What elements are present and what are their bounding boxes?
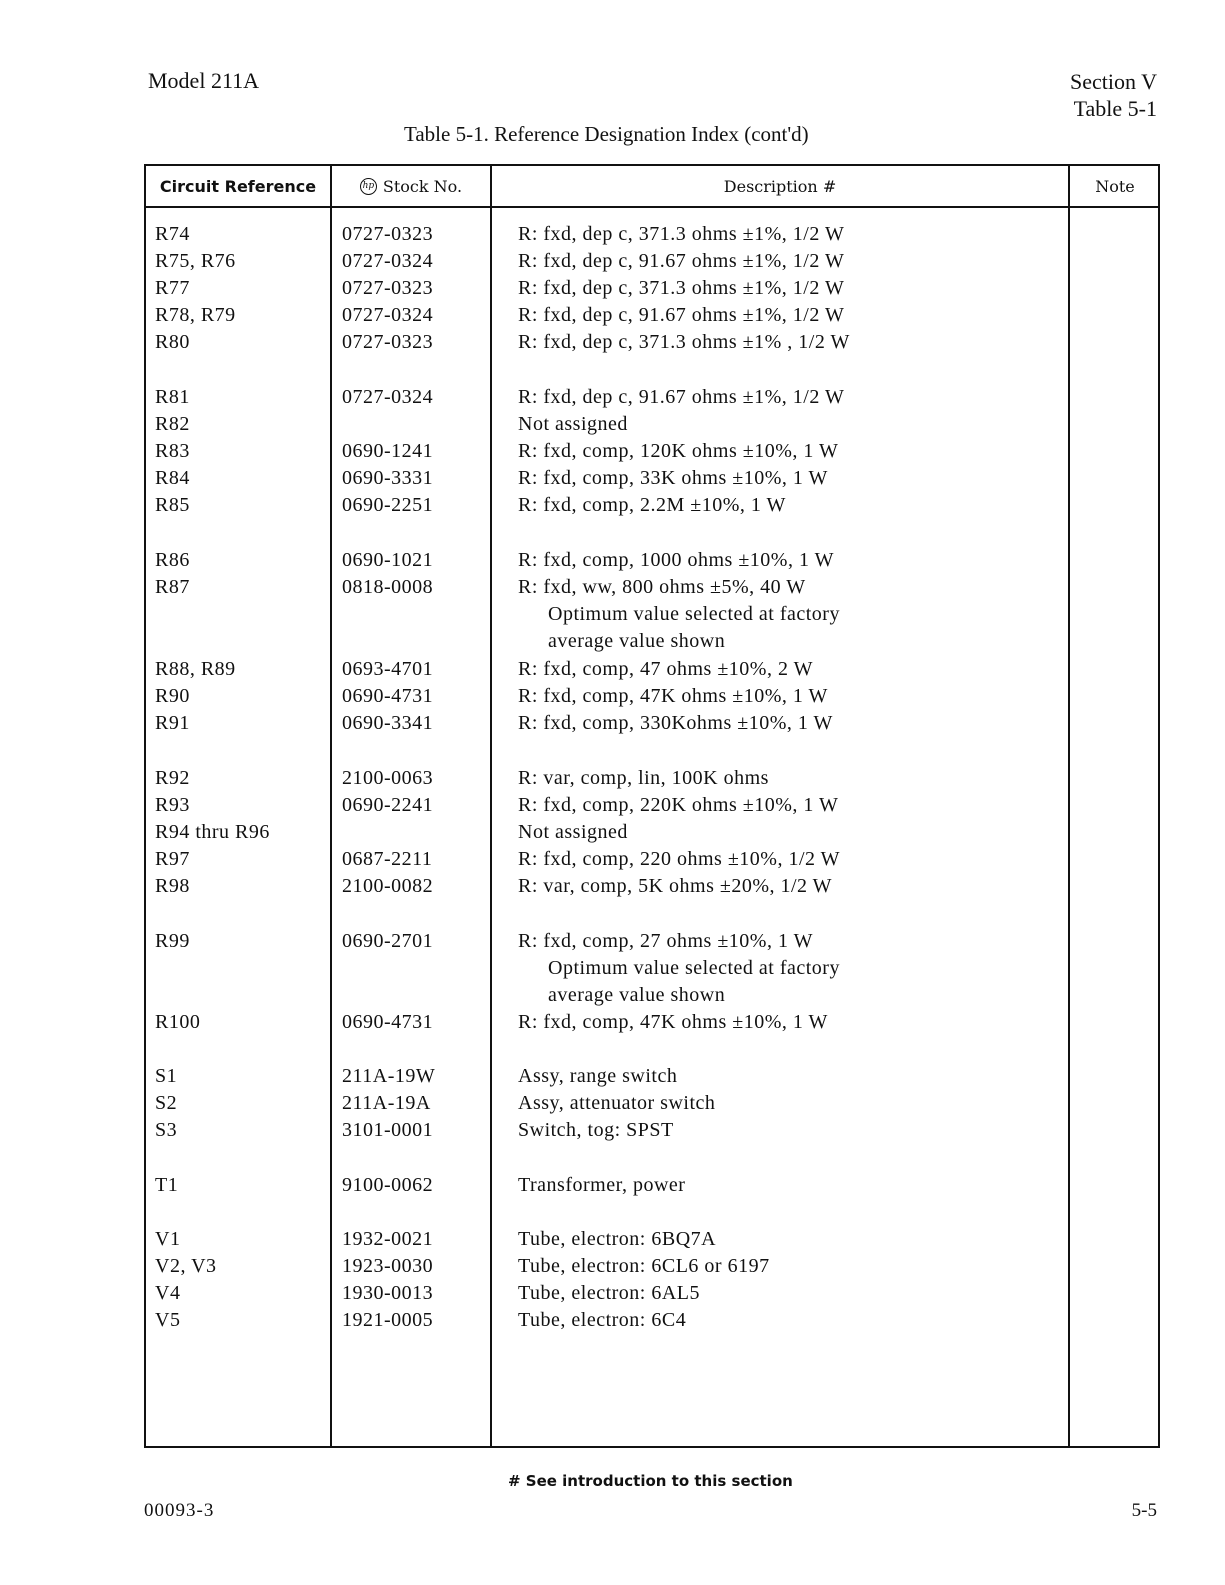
stock-number-cell: 3101-0001 xyxy=(342,1119,434,1141)
table-row xyxy=(146,603,1158,630)
description-cell: R: fxd, comp, 220 ohms ±10%, 1/2 W xyxy=(518,848,841,870)
circuit-reference-cell: S2 xyxy=(155,1092,178,1114)
circuit-reference-cell: V2, V3 xyxy=(155,1255,217,1277)
table-row xyxy=(146,1065,1158,1092)
stock-number-cell: 0727-0324 xyxy=(342,386,434,408)
description-cell: Assy, attenuator switch xyxy=(518,1092,716,1114)
circuit-reference-cell: R91 xyxy=(155,712,190,734)
model-label: Model 211A xyxy=(148,68,260,93)
description-cell: R: fxd, comp, 47 ohms ±10%, 2 W xyxy=(518,658,813,680)
description-cell: Tube, electron: 6BQ7A xyxy=(518,1228,717,1250)
table-row xyxy=(146,1282,1158,1309)
stock-number-cell: 0690-2701 xyxy=(342,930,434,952)
description-cell: Not assigned xyxy=(518,413,628,435)
circuit-reference-cell: R78, R79 xyxy=(155,304,236,326)
description-cell: R: fxd, comp, 27 ohms ±10%, 1 W xyxy=(518,930,813,952)
column-header-circuit-reference: Circuit Reference xyxy=(159,176,317,196)
description-cell: R: fxd, dep c, 371.3 ohms ±1%, 1/2 W xyxy=(518,223,845,245)
page-title: Table 5-1. Reference Designation Index (cont'd) xyxy=(404,122,809,146)
stock-number-cell: 0690-1021 xyxy=(342,549,434,571)
table-row xyxy=(146,576,1158,603)
circuit-reference-cell: R94 thru R96 xyxy=(155,821,270,843)
circuit-reference-cell: V4 xyxy=(155,1282,181,1304)
footnote: # See introduction to this section xyxy=(508,1472,793,1490)
circuit-reference-cell: R84 xyxy=(155,467,190,489)
stock-number-cell: 1932-0021 xyxy=(342,1228,434,1250)
column-header-note: Note xyxy=(1095,176,1135,196)
circuit-reference-cell: R77 xyxy=(155,277,190,299)
table-row xyxy=(146,1309,1158,1336)
description-cell: R: fxd, comp, 120K ohms ±10%, 1 W xyxy=(518,440,839,462)
stock-number-cell: 0727-0323 xyxy=(342,331,434,353)
description-cell: R: fxd, comp, 33K ohms ±10%, 1 W xyxy=(518,467,828,489)
circuit-reference-cell: R92 xyxy=(155,767,190,789)
table-row xyxy=(146,549,1158,576)
stock-number-cell: 0690-3331 xyxy=(342,467,434,489)
table-row xyxy=(146,440,1158,467)
table-row xyxy=(146,712,1158,739)
column-header-stock-no xyxy=(332,166,490,206)
description-cell: R: var, comp, lin, 100K ohms xyxy=(518,767,769,789)
stock-number-cell: 0687-2211 xyxy=(342,848,433,870)
table-row xyxy=(146,1174,1158,1201)
circuit-reference-cell: R86 xyxy=(155,549,190,571)
description-cell: R: fxd, comp, 47K ohms ±10%, 1 W xyxy=(518,685,828,707)
circuit-reference-cell: R82 xyxy=(155,413,190,435)
description-cell: R: fxd, comp, 47K ohms ±10%, 1 W xyxy=(518,1011,828,1033)
description-cell: R: fxd, comp, 1000 ohms ±10%, 1 W xyxy=(518,549,834,571)
stock-number-cell: 1923-0030 xyxy=(342,1255,434,1277)
description-cell: average value shown xyxy=(548,630,726,652)
stock-number-cell: 0727-0324 xyxy=(342,304,434,326)
description-cell: R: fxd, dep c, 371.3 ohms ±1%, 1/2 W xyxy=(518,277,845,299)
stock-number-cell: 0727-0323 xyxy=(342,277,434,299)
table-row xyxy=(146,304,1158,331)
circuit-reference-cell: R90 xyxy=(155,685,190,707)
table-row xyxy=(146,630,1158,657)
table-row xyxy=(146,1011,1158,1038)
table-row xyxy=(146,930,1158,957)
table-row xyxy=(146,984,1158,1011)
circuit-reference-cell: R93 xyxy=(155,794,190,816)
stock-number-cell: 0690-3341 xyxy=(342,712,434,734)
circuit-reference-cell: R83 xyxy=(155,440,190,462)
description-cell: R: fxd, dep c, 91.67 ohms ±1%, 1/2 W xyxy=(518,250,845,272)
description-cell: Not assigned xyxy=(518,821,628,843)
table-row xyxy=(146,848,1158,875)
table-row xyxy=(146,467,1158,494)
document-number: 00093-3 xyxy=(144,1500,215,1521)
stock-number-cell: 9100-0062 xyxy=(342,1174,434,1196)
stock-number-cell: 211A-19W xyxy=(342,1065,436,1087)
description-cell: R: var, comp, 5K ohms ±20%, 1/2 W xyxy=(518,875,833,897)
stock-number-cell: 2100-0082 xyxy=(342,875,434,897)
circuit-reference-cell: V5 xyxy=(155,1309,181,1331)
circuit-reference-cell: R75, R76 xyxy=(155,250,236,272)
table-row xyxy=(146,1255,1158,1282)
description-cell: R: fxd, dep c, 91.67 ohms ±1%, 1/2 W xyxy=(518,386,845,408)
description-cell: Switch, tog: SPST xyxy=(518,1119,674,1141)
stock-number-cell: 0818-0008 xyxy=(342,576,434,598)
hp-logo-icon: hp xyxy=(360,178,377,195)
circuit-reference-cell: R99 xyxy=(155,930,190,952)
stock-number-cell: 1921-0005 xyxy=(342,1309,434,1331)
table-row xyxy=(146,767,1158,794)
table-row xyxy=(146,223,1158,250)
table-row xyxy=(146,957,1158,984)
table-row xyxy=(146,1228,1158,1255)
stock-number-cell: 2100-0063 xyxy=(342,767,434,789)
section-label: Section V xyxy=(1070,69,1157,94)
stock-number-cell: 1930-0013 xyxy=(342,1282,434,1304)
description-cell: Optimum value selected at factory xyxy=(548,603,840,625)
description-cell: average value shown xyxy=(548,984,726,1006)
description-cell: R: fxd, comp, 220K ohms ±10%, 1 W xyxy=(518,794,839,816)
circuit-reference-cell: R87 xyxy=(155,576,190,598)
stock-number-cell: 0690-4731 xyxy=(342,685,434,707)
description-cell: Tube, electron: 6AL5 xyxy=(518,1282,701,1304)
stock-number-cell: 0690-2241 xyxy=(342,794,434,816)
circuit-reference-cell: R80 xyxy=(155,331,190,353)
table-row xyxy=(146,386,1158,413)
section-header xyxy=(1070,68,1157,122)
table-row xyxy=(146,250,1158,277)
stock-number-cell: 0690-2251 xyxy=(342,494,434,516)
circuit-reference-cell: R98 xyxy=(155,875,190,897)
table-row xyxy=(146,277,1158,304)
description-cell: R: fxd, comp, 2.2M ±10%, 1 W xyxy=(518,494,786,516)
table-row xyxy=(146,331,1158,358)
table-row xyxy=(146,658,1158,685)
table-row xyxy=(146,1119,1158,1146)
description-cell: Tube, electron: 6C4 xyxy=(518,1309,687,1331)
description-cell: Transformer, power xyxy=(518,1174,686,1196)
circuit-reference-cell: R74 xyxy=(155,223,190,245)
reference-table xyxy=(144,164,1160,1448)
page-number: 5-5 xyxy=(1131,1500,1157,1521)
table-row xyxy=(146,794,1158,821)
column-header-description: Description # xyxy=(723,176,837,196)
stock-number-cell: 0727-0323 xyxy=(342,223,434,245)
table-ref-label: Table 5-1 xyxy=(1073,96,1157,121)
circuit-reference-cell: R85 xyxy=(155,494,190,516)
description-cell: R: fxd, comp, 330Kohms ±10%, 1 W xyxy=(518,712,833,734)
table-row xyxy=(146,1092,1158,1119)
description-cell: R: fxd, ww, 800 ohms ±5%, 40 W xyxy=(518,576,806,598)
stock-number-cell: 0690-1241 xyxy=(342,440,434,462)
circuit-reference-cell: R97 xyxy=(155,848,190,870)
circuit-reference-cell: R81 xyxy=(155,386,190,408)
stock-number-cell: 211A-19A xyxy=(342,1092,431,1114)
description-cell: R: fxd, dep c, 371.3 ohms ±1% , 1/2 W xyxy=(518,331,850,353)
description-cell: R: fxd, dep c, 91.67 ohms ±1%, 1/2 W xyxy=(518,304,845,326)
stock-number-cell: 0693-4701 xyxy=(342,658,434,680)
stock-number-cell: 0727-0324 xyxy=(342,250,434,272)
circuit-reference-cell: S1 xyxy=(155,1065,178,1087)
table-row xyxy=(146,685,1158,712)
circuit-reference-cell: T1 xyxy=(155,1174,179,1196)
description-cell: Optimum value selected at factory xyxy=(548,957,840,979)
circuit-reference-cell: S3 xyxy=(155,1119,178,1141)
header-divider xyxy=(146,206,1158,208)
stock-no-label: Stock No. xyxy=(382,176,463,196)
stock-number-cell: 0690-4731 xyxy=(342,1011,434,1033)
table-row xyxy=(146,413,1158,440)
circuit-reference-cell: R88, R89 xyxy=(155,658,236,680)
description-cell: Tube, electron: 6CL6 or 6197 xyxy=(518,1255,770,1277)
circuit-reference-cell: V1 xyxy=(155,1228,181,1250)
circuit-reference-cell: R100 xyxy=(155,1011,201,1033)
description-cell: Assy, range switch xyxy=(518,1065,678,1087)
table-row xyxy=(146,821,1158,848)
table-row xyxy=(146,494,1158,521)
table-row xyxy=(146,875,1158,902)
